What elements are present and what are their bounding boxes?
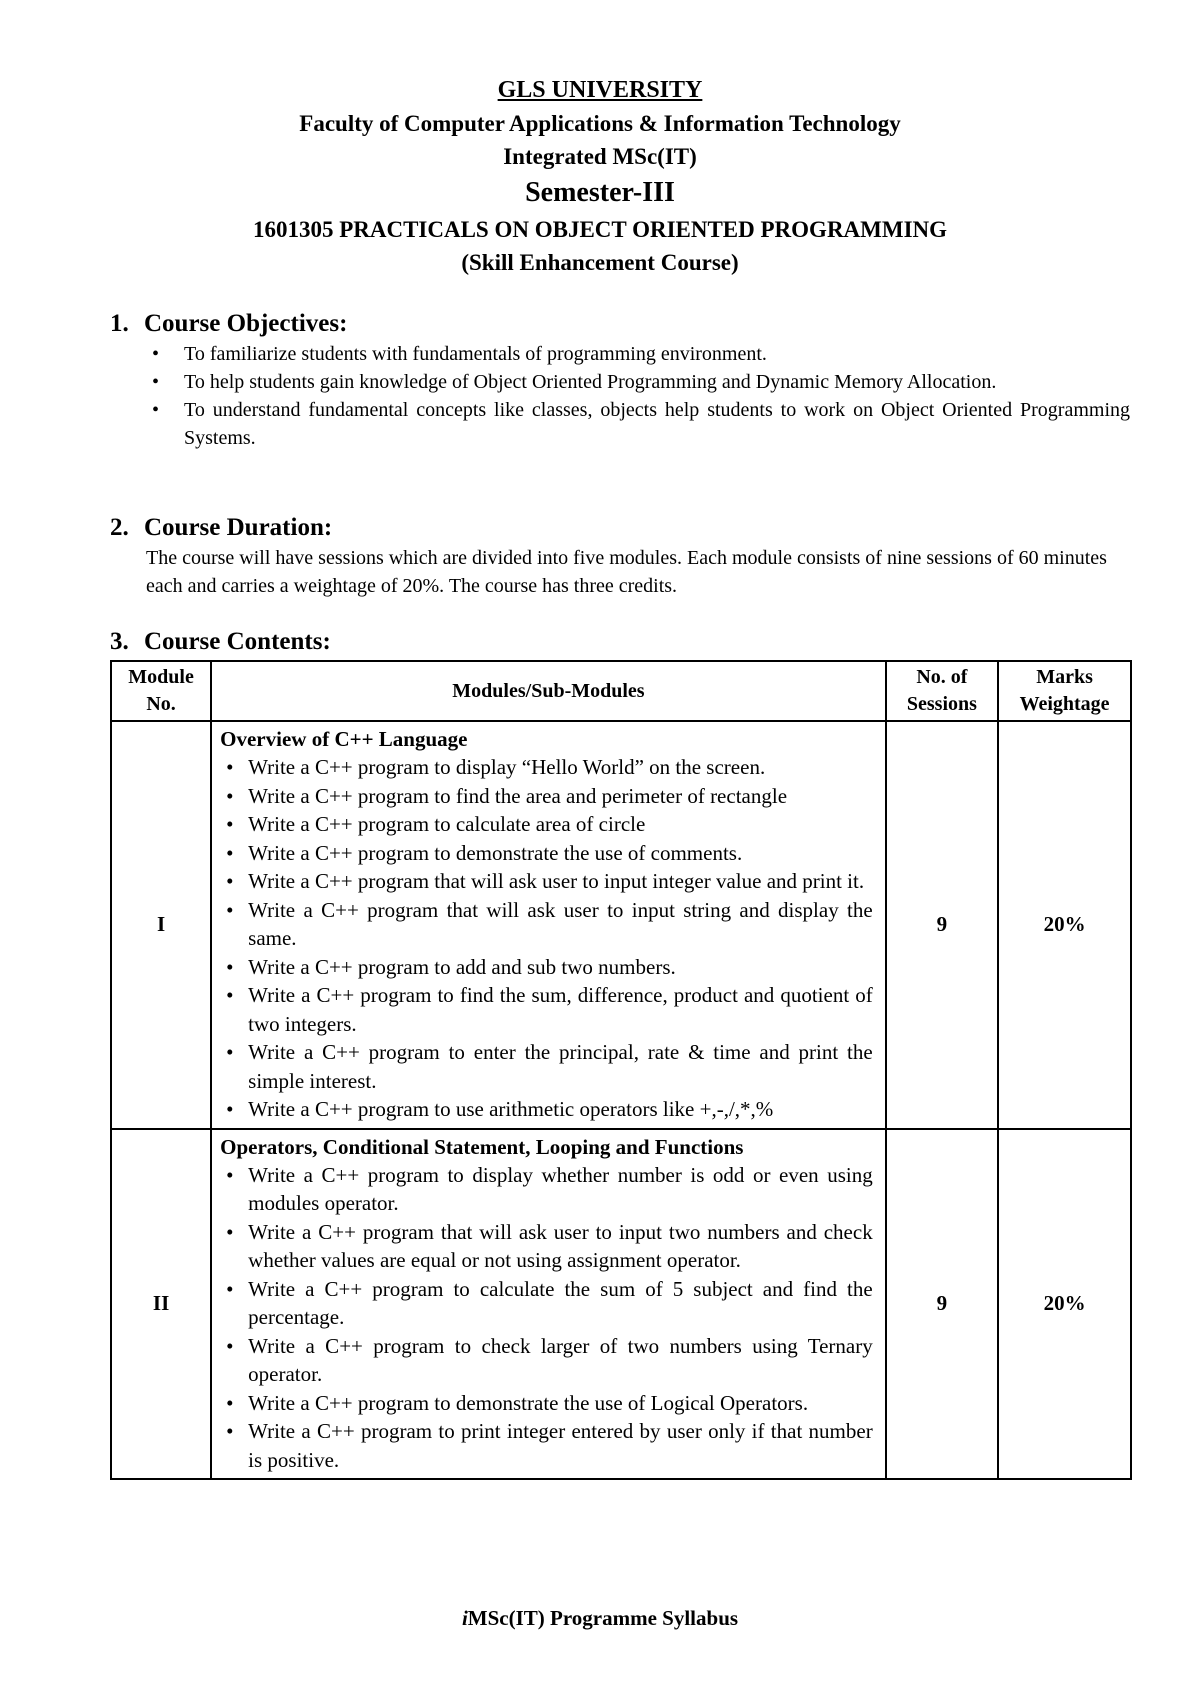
duration-text: The course will have sessions which are divided into five modules. Each module consists of nine sessions of 60 minutes each and carries a weightage of 20%. The course has three credits. [146, 547, 1107, 597]
module-content [211, 721, 886, 1129]
module-number: II [111, 1129, 211, 1480]
page-footer [0, 1606, 1200, 1631]
document-header [0, 74, 1200, 279]
list-item: • Write a C++ program that will ask user to input integer value and print it. [220, 867, 873, 896]
list-item: • To understand fundamental concepts like classes, objects help students to work on Object Oriented Programming Systems. [110, 396, 1130, 452]
list-item: • Write a C++ program to display “Hello World” on the screen. [220, 753, 873, 782]
list-item: • Write a C++ program to print integer entered by user only if that number is positive. [220, 1417, 873, 1474]
contents-title: Course Contents: [144, 628, 331, 655]
list-item: • Write a C++ program to use arithmetic operators like +,-,/,*,% [220, 1095, 873, 1124]
list-item: • Write a C++ program to demonstrate the use of comments. [220, 839, 873, 868]
sessions-count: 9 [886, 721, 998, 1129]
faculty-name: Faculty of Computer Applications & Information Technology [299, 111, 901, 136]
table-header-row [111, 661, 1131, 721]
marks-weightage: 20% [998, 1129, 1131, 1480]
objectives-list [110, 340, 1130, 452]
list-item: • Write a C++ program that will ask user to input two numbers and check whether values are equal or not using assignment operator. [220, 1218, 873, 1275]
module-number: I [111, 721, 211, 1129]
list-item: • Write a C++ program that will ask user to input string and display the same. [220, 896, 873, 953]
sessions-count: 9 [886, 1129, 998, 1480]
list-item: • To familiarize students with fundamentals of programming environment. [110, 340, 1130, 368]
list-item: • Write a C++ program to display whether number is odd or even using modules operator. [220, 1161, 873, 1218]
objectives-number: 1. [110, 310, 129, 337]
contents-heading [110, 626, 1130, 658]
duration-number: 2. [110, 514, 129, 541]
module-title: Overview of C++ Language [220, 727, 468, 751]
list-item: • Write a C++ program to enter the principal, rate & time and print the simple interest. [220, 1038, 873, 1095]
module-items [220, 1161, 873, 1475]
list-item: • Write a C++ program to calculate the sum of 5 subject and find the percentage. [220, 1275, 873, 1332]
list-item: • Write a C++ program to demonstrate the use of Logical Operators. [220, 1389, 873, 1418]
table-row [111, 721, 1131, 1129]
programme-name: Integrated MSc(IT) [503, 144, 697, 169]
module-title: Operators, Conditional Statement, Looping and Functions [220, 1134, 744, 1159]
university-name: GLS UNIVERSITY [497, 77, 703, 103]
footer-text: MSc(IT) Programme Syllabus [467, 1606, 739, 1630]
contents-number: 3. [110, 628, 129, 655]
list-item: • Write a C++ program to check larger of two numbers using Ternary operator. [220, 1332, 873, 1389]
footer-prefix: i [461, 1606, 468, 1630]
objectives-heading [110, 308, 1130, 340]
header-sessions: No. of Sessions [886, 661, 998, 721]
list-item: • Write a C++ program to calculate area of circle [220, 810, 873, 839]
header-marks: Marks Weightage [998, 661, 1131, 721]
semester-title: Semester-III [525, 177, 675, 208]
contents-section [110, 626, 1130, 658]
duration-section [110, 512, 1130, 600]
objectives-title: Course Objectives: [144, 310, 348, 337]
duration-title: Course Duration: [144, 514, 333, 541]
course-type: (Skill Enhancement Course) [461, 250, 739, 275]
list-item: • Write a C++ program to find the area and perimeter of rectangle [220, 782, 873, 811]
course-code-title: 1601305 PRACTICALS ON OBJECT ORIENTED PROGRAMMING [252, 217, 948, 242]
table-row [111, 1129, 1131, 1480]
list-item: • To help students gain knowledge of Object Oriented Programming and Dynamic Memory Allocation. [110, 368, 1130, 396]
header-sub-modules: Modules/Sub-Modules [211, 661, 886, 721]
duration-heading [110, 512, 1130, 544]
list-item: • Write a C++ program to add and sub two numbers. [220, 953, 873, 982]
marks-weightage: 20% [998, 721, 1131, 1129]
course-contents-table [110, 660, 1132, 1480]
header-module-no: Module No. [111, 661, 211, 721]
module-items [220, 753, 873, 1124]
list-item: • Write a C++ program to find the sum, difference, product and quotient of two integers. [220, 981, 873, 1038]
module-content [211, 1129, 886, 1480]
objectives-section [110, 308, 1130, 452]
